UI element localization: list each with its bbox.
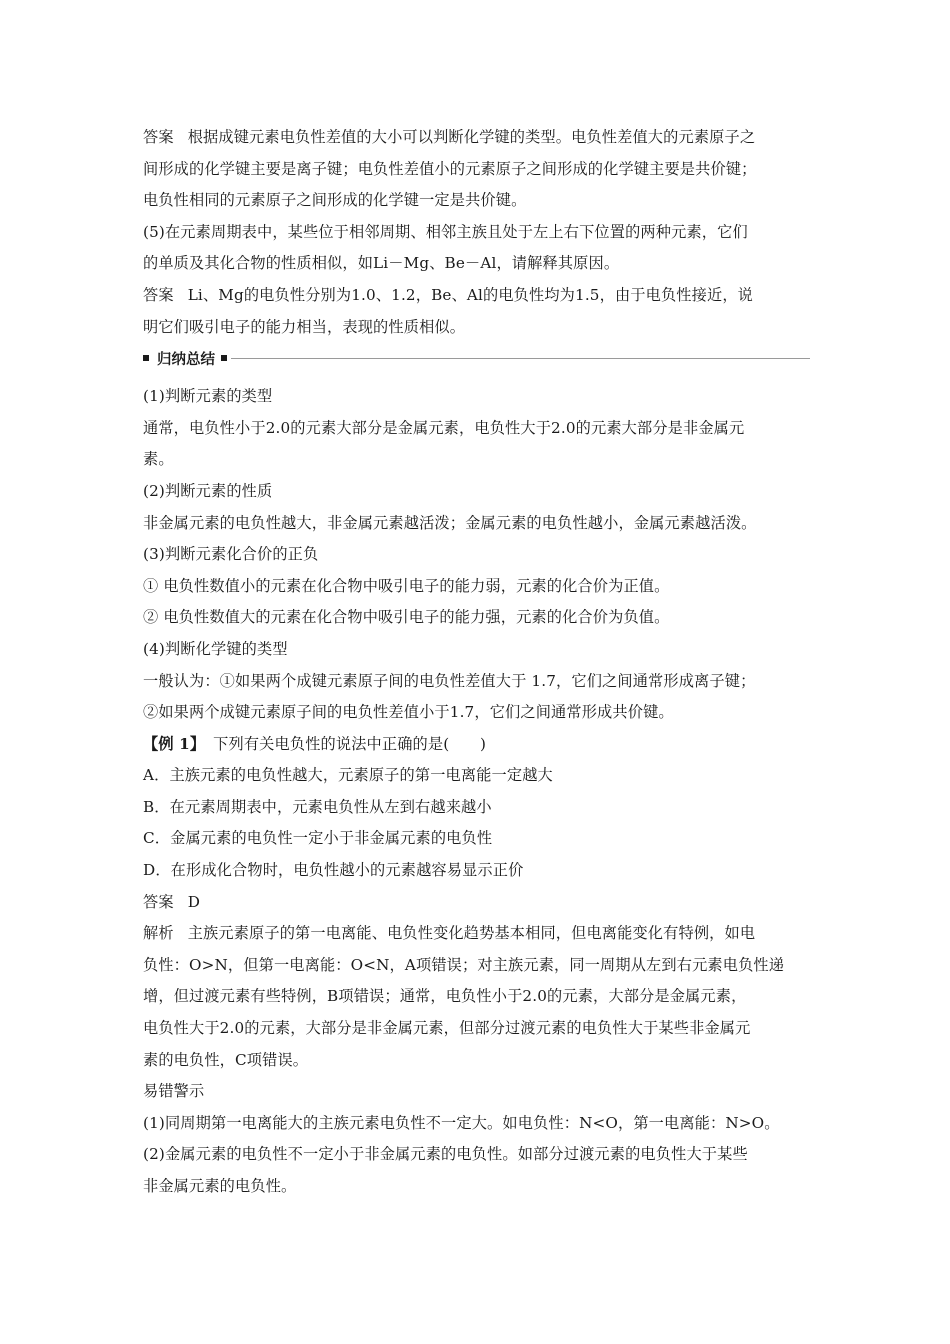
option-d: D．在形成化合物时，电负性越小的元素越容易显示正价 — [143, 861, 524, 880]
summary-title: 归纳总结 — [157, 351, 215, 368]
answer-label: 答案 — [143, 892, 174, 911]
analysis-line5: 素的电负性，C项错误。 — [143, 1050, 309, 1069]
summary-heading-1: (1)判断元素的类型 — [143, 387, 273, 406]
question5-line1: (5)在元素周期表中，某些位于相邻周期、相邻主族且处于左上右下位置的两种元素，它们 — [143, 222, 748, 241]
section-divider — [231, 358, 810, 359]
answer5-text-1: Li、Mg的电负性分别为1.0、1.2，Be、Al的电负性均为1.5，由于电负性接近，说 — [187, 285, 753, 304]
summary-heading-3: (3)判断元素化合价的正负 — [143, 545, 319, 564]
warning-line2: (2)金属元素的电负性不一定小于非金属元素的电负性。如部分过渡元素的电负性大于某些 — [143, 1145, 748, 1164]
summary-text-3a: ① 电负性数值小的元素在化合物中吸引电子的能力弱，元素的化合价为正值。 — [143, 576, 670, 595]
warning-line3: 非金属元素的电负性。 — [143, 1177, 297, 1195]
example-answer-value: D — [187, 892, 201, 911]
example-answer — [143, 887, 810, 919]
square-bullet-icon — [221, 355, 227, 361]
warning-title: 易错警示 — [143, 1082, 205, 1101]
analysis-line3: 增，但过渡元素有些特例，B项错误；通常，电负性小于2.0的元素，大部分是金属元素， — [143, 987, 747, 1006]
answer4-line3: 电负性相同的元素原子之间形成的化学键一定是共价键。 — [143, 191, 527, 210]
summary-text-4a: 一般认为：①如果两个成键元素原子间的电负性差值大于 1.7，它们之间通常形成离子键； — [143, 671, 756, 690]
example-question-text: 下列有关电负性的说法中正确的是( ) — [213, 734, 487, 753]
summary-text-2: 非金属元素的电负性越大，非金属元素越活泼；金属元素的电负性越小，金属元素越活泼。 — [143, 513, 757, 532]
analysis-line4: 电负性大于2.0的元素，大部分是非金属元素，但部分过渡元素的电负性大于某些非金属元 — [143, 1019, 751, 1038]
answer4-text-1: 根据成键元素电负性差值的大小可以判断化学键的类型。电负性差值大的元素原子之 — [187, 128, 756, 146]
option-a: A．主族元素的电负性越大，元素原子的第一电离能一定越大 — [143, 766, 553, 785]
answer5-line1 — [143, 280, 810, 312]
summary-text-4b: ②如果两个成键元素原子间的电负性差值小于1.7，它们之间通常形成共价键。 — [143, 703, 674, 722]
summary-section-header — [143, 343, 810, 373]
square-bullet-icon — [143, 355, 149, 361]
option-b: B．在元素周期表中，元素电负性从左到右越来越小 — [143, 797, 492, 816]
option-c: C．金属元素的电负性一定小于非金属元素的电负性 — [143, 829, 493, 848]
answer-label: 答案 — [143, 285, 174, 304]
summary-heading-2: (2)判断元素的性质 — [143, 481, 273, 500]
question5-line2: 的单质及其化合物的性质相似，如Li－Mg、Be－Al，请解释其原因。 — [143, 254, 620, 273]
answer5-line2: 明它们吸引电子的能力相当，表现的性质相似。 — [143, 317, 466, 336]
analysis-line1 — [143, 918, 810, 950]
summary-text-1a: 通常，电负性小于2.0的元素大部分是金属元素，电负性大于2.0的元素大部分是非金属元 — [143, 418, 745, 437]
example-question — [143, 729, 810, 761]
warning-line1: (1)同周期第一电离能大的主族元素电负性不一定大。如电负性：N<O，第一电离能：N>O。 — [143, 1113, 780, 1132]
summary-text-3b: ② 电负性数值大的元素在化合物中吸引电子的能力强，元素的化合价为负值。 — [143, 608, 670, 627]
summary-heading-4: (4)判断化学键的类型 — [143, 639, 288, 658]
document-page — [143, 122, 810, 1203]
example-label: 【例 1】 — [143, 734, 206, 753]
analysis-line2: 负性：O>N，但第一电离能：O<N，A项错误；对主族元素，同一周期从左到右元素电负性递 — [143, 955, 785, 974]
analysis-label: 解析 — [143, 924, 174, 943]
answer-label: 答案 — [143, 128, 174, 146]
answer4-line2: 间形成的化学键主要是离子键；电负性差值小的元素原子之间形成的化学键主要是共价键； — [143, 159, 757, 178]
summary-text-1b: 素。 — [143, 450, 174, 469]
answer4-line1 — [143, 122, 810, 154]
analysis-text-1: 主族元素原子的第一电离能、电负性变化趋势基本相同，但电离能变化有特例，如电 — [187, 924, 756, 943]
